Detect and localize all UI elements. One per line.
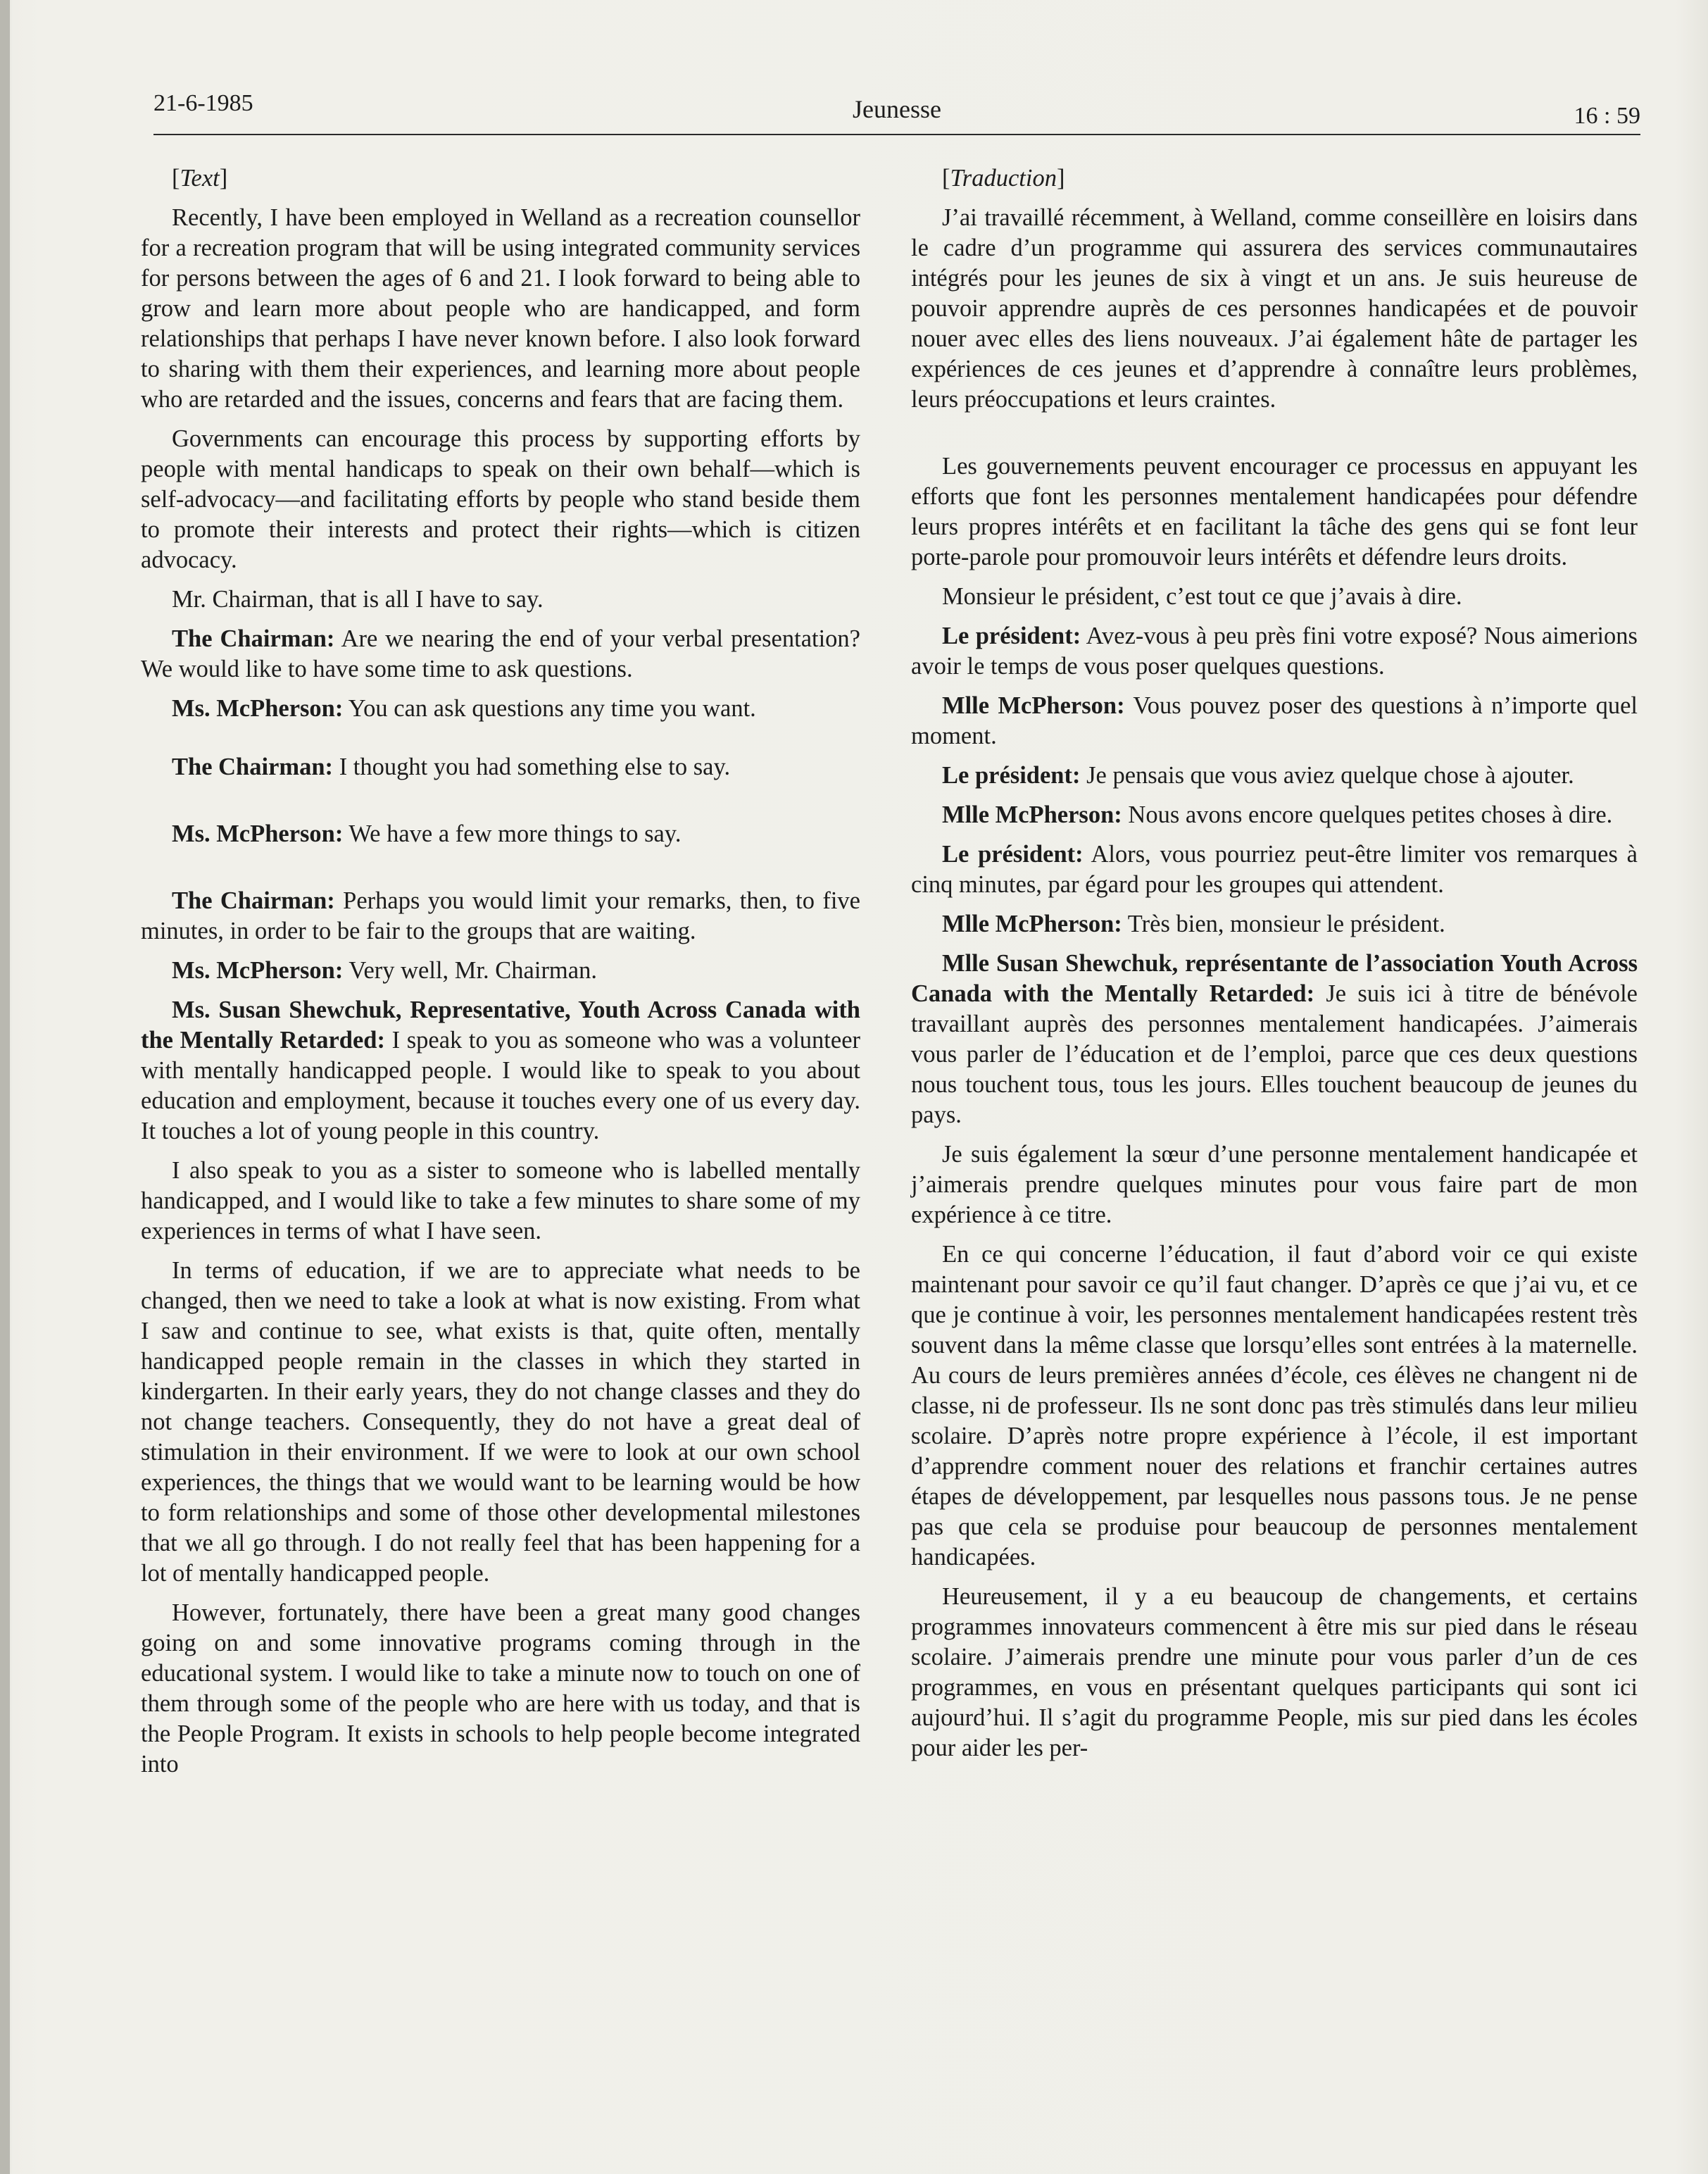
page-header — [153, 90, 1640, 135]
speech: Mlle Susan Shewchuk, représentante de l’association Youth Across Canada with the Mentally Retarded: Je suis ici à titre de bénévole travaillant auprès des personnes mentalement handicapées. J’aimerais vous parler de l’éducation et de l’emploi, parce que ces deux questions nous touchent tous, tous les jours. Elles touchent beaucoup de jeunes du pays. — [911, 950, 1638, 1128]
binding-edge — [0, 0, 10, 2174]
paragraph: Heureusement, il y a eu beaucoup de changements, et certains programmes innovateurs commencent à être mis sur pied dans le réseau scolaire. J’aimerais prendre une minute pour vous parler d’un de ces programmes, en vous en présentant quelques participants qui sont ici aujourd’hui. Il s’agit du programme People, mis sur pied dans les écoles pour aider les per- — [911, 1583, 1638, 1761]
speaker-name: Le président: — [942, 841, 1084, 868]
paragraph: However, fortunately, there have been a great many good changes going on and some innovative programs coming through in the educational system. I would like to take a minute now to touch on one of them through some of the people who are here with us today, and that is the People Program. It exists in schools to help people become integrated into — [141, 1599, 860, 1778]
speech: Ms. McPherson: Very well, Mr. Chairman. — [172, 957, 597, 984]
speech: Le président: Alors, vous pourriez peut-être limiter vos remarques à cinq minutes, par égard pour les groupes qui attendent. — [911, 841, 1638, 898]
speech: Mlle McPherson: Nous avons encore quelques petites choses à dire. — [942, 801, 1613, 828]
text-tag: [Text] — [172, 165, 228, 192]
paragraph: In terms of education, if we are to appreciate what needs to be changed, then we need to take a look at what is now existing. From what I saw and continue to see, what exists is that, quite often, mentally handicapped people remain in the classes in which they started in kindergarten. In their early years, they do not change classes and they do not change teachers. Consequently, they do not have a great deal of stimulation in their environment. If we were to look at our own school experiences, the things that we would want to be learning would be how to form relationships and some of those other developmental milestones that we all go through. I do not really feel that has been happening for a lot of mentally handicapped people. — [141, 1257, 860, 1587]
paragraph: En ce qui concerne l’éducation, il faut d’abord voir ce qui existe maintenant pour savoir ce qu’il faut changer. D’après ce que j’ai vu, et ce que je continue à voir, les personnes mentalement handicapées restent très souvent dans la même classe que lorsqu’elles sont entrées à la maternelle. Au cours de leurs premières années d’école, ces élèves ne changent ni de classe, ni de professeur. Ils ne sont donc pas très stimulés dans leur milieu scolaire. D’après notre propre expérience à l’école, il est important d’apprendre comment nouer des relations et franchir certaines autres étapes de développement, par lesquelles nous passons tous. Je ne pense pas que cela se produise pour beaucoup de personnes mentalement handicapées. — [911, 1241, 1638, 1570]
paragraph: I also speak to you as a sister to someone who is labelled mentally handicapped, and I would like to take a few minutes to share some of my experiences in terms of what I have seen. — [141, 1157, 860, 1244]
speaker-name: Mlle Susan Shewchuk, représentante de l’association Youth Across Canada with the Mentally Retarded: — [911, 950, 1638, 1007]
speaker-name: Ms. McPherson: — [172, 957, 344, 984]
speech: Mlle McPherson: Vous pouvez poser des questions à n’importe quel moment. — [911, 692, 1638, 749]
speaker-name: Le président: — [942, 762, 1081, 789]
speech: Ms. McPherson: We have a few more things to say. — [172, 820, 682, 847]
speaker-name: Mlle McPherson: — [942, 692, 1125, 719]
speaker-name: Le président: — [942, 623, 1081, 649]
paragraph: Les gouvernements peuvent encourager ce processus en appuyant les efforts que font les personnes mentalement handicapées pour défendre leurs propres intérêts et en facilitant la tâche des gens qui se font leur porte-parole pour promouvoir leurs intérêts et défendre leurs droits. — [911, 453, 1638, 570]
paragraph: Monsieur le président, c’est tout ce que j’avais à dire. — [942, 583, 1462, 610]
speaker-name: Ms. McPherson: — [172, 695, 344, 722]
header-date: 21-6-1985 — [153, 90, 253, 116]
speech: Le président: Je pensais que vous aviez quelque chose à ajouter. — [942, 762, 1574, 789]
speech: The Chairman: I thought you had something else to say. — [172, 754, 731, 780]
speech: Ms. Susan Shewchuk, Representative, Youth Across Canada with the Mentally Retarded: I speak to you as someone who was a volunteer with mentally handicapped people. I would like to speak to you about education and employment, because it touches every one of us every day. It touches a lot of young people in this country. — [141, 997, 861, 1144]
speech: Le président: Avez-vous à peu près fini votre exposé? Nous aimerions avoir le temps de vous poser quelques questions. — [911, 623, 1638, 680]
speaker-name: The Chairman: — [172, 887, 335, 914]
paragraph: J’ai travaillé récemment, à Welland, comme conseillère en loisirs dans le cadre d’un programme qui assurera des services communautaires intégrés pour les jeunes de six à vingt et un ans. Je suis heureuse de pouvoir apprendre auprès de ces personnes handicapées et de pouvoir nouer avec elles des liens nouveaux. J’ai également hâte de partager les expériences de ces jeunes et d’apprendre à connaître leurs problèmes, leurs préoccupations et leurs craintes. — [911, 204, 1638, 413]
speech: The Chairman: Are we nearing the end of your verbal presentation? We would like to have some time to ask questions. — [141, 625, 860, 682]
paragraph: Recently, I have been employed in Welland as a recreation counsellor for a recreation program that will be using integrated community services for persons between the ages of 6 and 21. I look forward to being able to grow and learn more about people who are handicapped, and form relationships that perhaps I have never known before. I also look forward to sharing with them their experiences, and learning more about people who are retarded and the issues, concerns and fears that are facing them. — [141, 204, 860, 413]
speaker-name: Ms. McPherson: — [172, 820, 344, 847]
header-title: Jeunesse — [853, 95, 941, 123]
speaker-name: Ms. Susan Shewchuk, Representative, Youth Across Canada with the Mentally Retarded: — [141, 997, 860, 1054]
paragraph: Je suis également la sœur d’une personne mentalement handicapée et j’aimerais prendre quelques minutes pour vous faire part de mon expérience à ce titre. — [911, 1141, 1638, 1228]
paragraph: Mr. Chairman, that is all I have to say. — [172, 586, 544, 613]
english-column — [141, 163, 860, 1789]
speech: The Chairman: Perhaps you would limit your remarks, then, to five minutes, in order to be fair to the groups that are waiting. — [141, 887, 860, 944]
speaker-name: Mlle McPherson: — [942, 801, 1122, 828]
speaker-name: The Chairman: — [172, 625, 335, 652]
speaker-name: Mlle McPherson: — [942, 911, 1122, 937]
header-page-number: 16 : 59 — [1574, 103, 1640, 129]
speaker-name: The Chairman: — [172, 754, 334, 780]
traduction-tag: [Traduction] — [942, 165, 1065, 192]
paragraph: Governments can encourage this process by supporting efforts by people with mental handicaps to speak on their own behalf—which is self-advocacy—and facilitating efforts by people who stand beside them to promote their interests and protect their rights—which is citizen advocacy. — [141, 425, 860, 573]
french-column — [911, 163, 1638, 1773]
speech: Mlle McPherson: Très bien, monsieur le président. — [942, 911, 1445, 937]
speech: Ms. McPherson: You can ask questions any time you want. — [172, 695, 756, 722]
